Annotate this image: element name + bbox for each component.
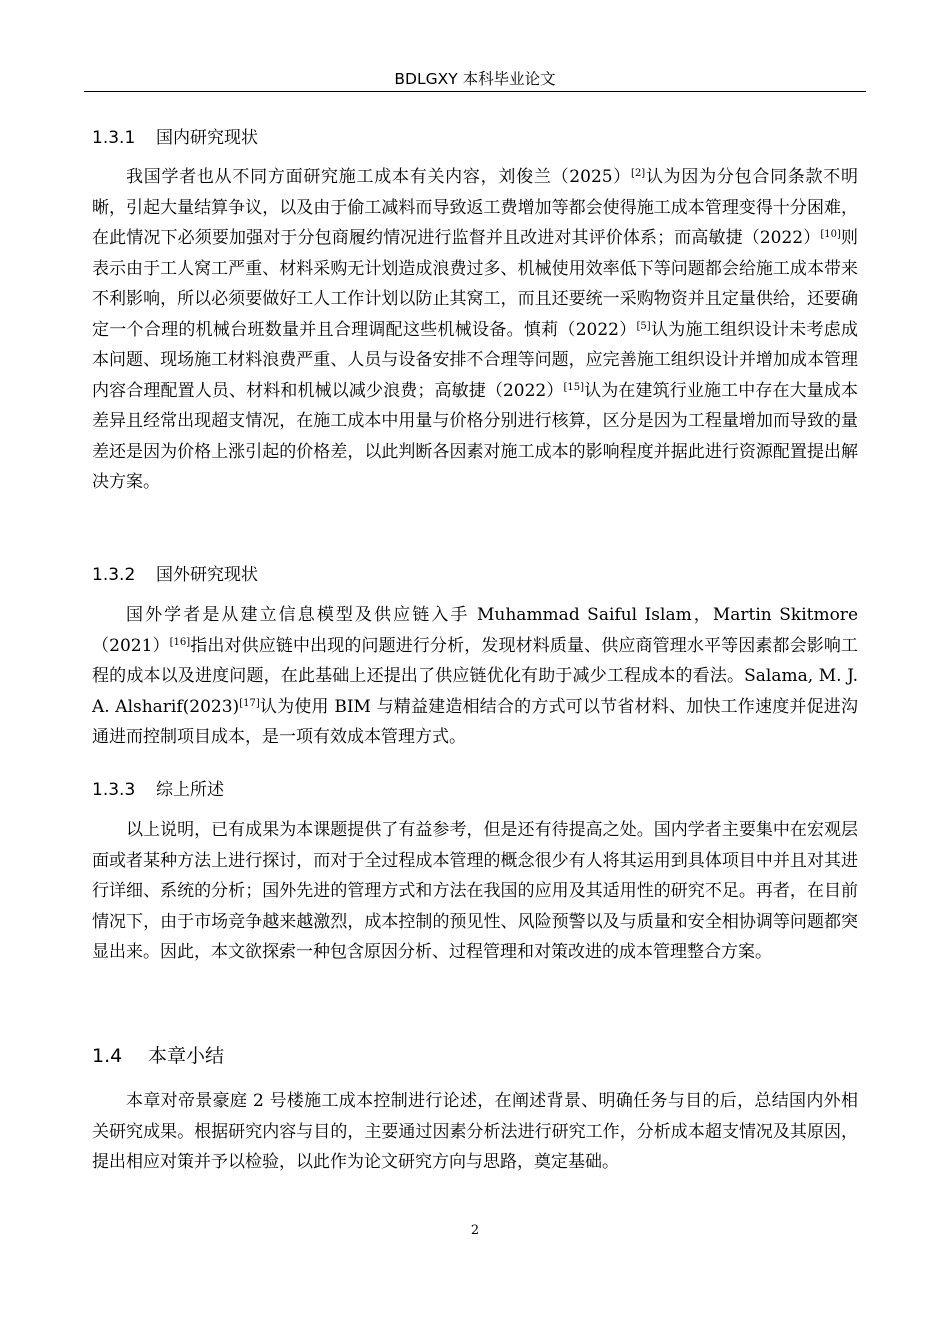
section-heading-1-3-1 xyxy=(92,125,258,151)
running-header: BDLGXY 本科毕业论文 xyxy=(394,70,556,88)
page-number: 2 xyxy=(470,1223,480,1238)
section-title: 国外研究现状 xyxy=(156,565,258,585)
paragraph-summary: 以上说明，已有成果为本课题提供了有益参考，但是还有待提高之处。国内学者主要集中在宏观层面或者某种方法上进行探讨，而对于全过程成本管理的概念很少有人将其运用到具体项目中并且对其进行详细、系统的分析；国外先进的管理方式和方法在我国的应用及其适用性的研究不足。再者，在目前情况下，由于市场竞争越来越激烈，成本控制的预见性、风险预警以及与质量和安全相协调等问题都突显出来。因此，本文欲探索一种包含原因分析、过程管理和对策改进的成本管理整合方案。 xyxy=(92,820,858,962)
citation-ref: [10] xyxy=(820,229,841,240)
citation-ref: [15] xyxy=(563,381,585,393)
paragraph-domestic-research xyxy=(92,162,858,498)
paragraph-text: 认为因为分包合同条款不明晰，引起大量结算争议，以及由于偷工减料而导致返工费增加等都会使得施工成本管理变得十分困难，在此情况下必须要加强对于分包商履约情况进行监督并且改进对其评价体系；而高敏捷（2022） xyxy=(92,167,859,248)
citation-ref: [16] xyxy=(169,636,191,648)
section-number: 1.3.1 xyxy=(92,128,136,148)
section-heading-1-3-2 xyxy=(92,562,258,588)
section-heading-1-3-3 xyxy=(92,777,224,803)
paragraph-text: 国外学者是从建立信息模型及供应链入手 Muhammad Saiful Islam，Martin Skitmore（2021） xyxy=(92,605,858,656)
paragraph-chapter-summary: 本章对帝景豪庭 2 号楼施工成本控制进行论述，在阐述背景、明确任务与目的后，总结国内外相关研究成果。根据研究内容与目的，主要通过因素分析法进行研究工作，分析成本超支情况及其原因，提出相应对策并予以检验，以此作为论文研究方向与思路，奠定基础。 xyxy=(92,1091,858,1172)
section-number: 1.3.2 xyxy=(92,565,136,585)
paragraph-text: 指出对供应链中出现的问题进行分析，发现材料质量、供应商管理水平等因素都会影响工程的成本以及进度问题，在此基础上还提出了供应链优化有助于减少工程成本的看法。Salama, M. J. A. Alsharif(2023) xyxy=(92,635,859,717)
paragraph-text: 认为施工组织设计未考虑成本问题、现场施工材料浪费严重、人员与设备安排不合理等问题，应完善施工组织设计并增加成本管理内容合理配置人员、材料和机械以减少浪费；高敏捷（2022） xyxy=(92,319,859,401)
paragraph-text: 我国学者也从不同方面研究施工成本有关内容，刘俊兰（2025） xyxy=(126,167,632,187)
section-heading-1-4 xyxy=(92,1042,224,1070)
section-title: 综上所述 xyxy=(156,780,224,800)
section-number: 1.4 xyxy=(92,1045,123,1067)
citation-ref: [17] xyxy=(239,697,260,709)
paragraph-text: 则表示由于工人窝工严重、材料采购无计划造成浪费过多、机械使用效率低下等问题都会给施工成本带来不利影响，所以必须要做好工人工作计划以防止其窝工，而且还要统一采购物资并且定量供给，还要确定一个合理的机械台班数量并且合理调配这些机械设备。慎莉（2022） xyxy=(92,228,858,340)
section-title: 本章小结 xyxy=(148,1045,225,1067)
section-number: 1.3.3 xyxy=(92,780,136,800)
section-title: 国内研究现状 xyxy=(156,128,258,148)
citation-ref: [2] xyxy=(631,168,646,179)
paragraph-foreign-research xyxy=(92,600,858,753)
paragraph-text: 认为在建筑行业施工中存在大量成本差异且经常出现超支情况，在施工成本中用量与价格分别进行核算，区分是因为工程量增加而导致的量差还是因为价格上涨引起的价格差，以此判断各因素对施工成本的影响程度并据此进行资源配置提出解决方案。 xyxy=(92,380,858,492)
citation-ref: [5] xyxy=(636,320,651,332)
header-divider xyxy=(84,91,866,92)
paragraph-text: 认为使用 BIM 与精益建造相结合的方式可以节省材料、加快工作速度并促进沟通进而控制项目成本，是一项有效成本管理方式。 xyxy=(92,696,859,747)
